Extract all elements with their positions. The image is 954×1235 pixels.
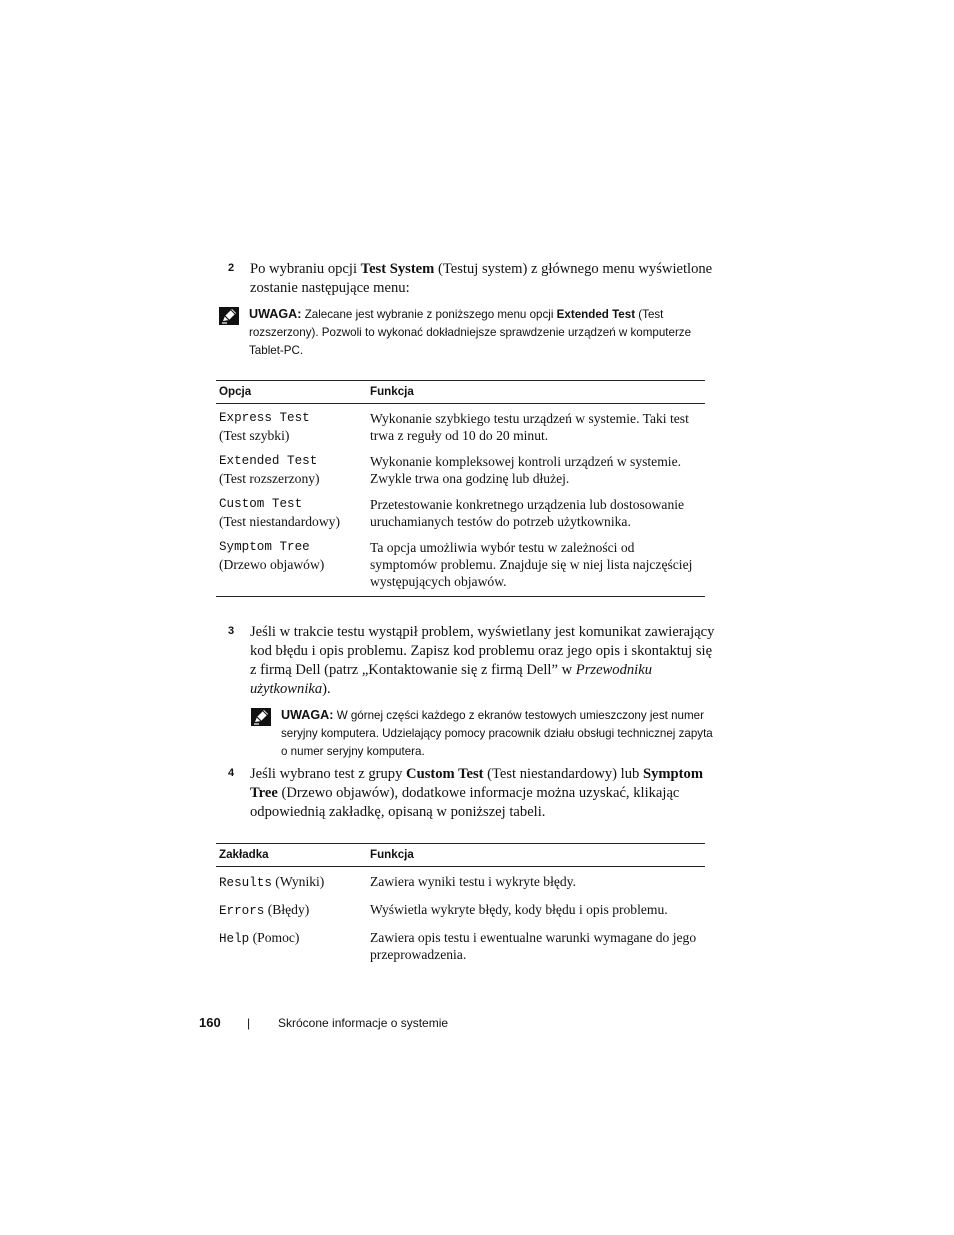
step-text: Jeśli wybrano test z grupy Custom Test (Test niestandardowy) lub Symptom Tree (Drzewo objawów), dodatkowe informacje można uzyskać, klikając odpowiednią zakładkę, opisaną w poniższej tabeli. xyxy=(250,766,703,820)
footer-separator: | xyxy=(247,1016,251,1030)
table-row xyxy=(216,404,705,451)
column-header-function: Funkcja xyxy=(367,381,705,404)
option-cell: Express Test (Test szybki) xyxy=(219,411,310,443)
function-cell: Wykonanie kompleksowej kontroli urządzeń w systemie. Zwykle trwa ona godzinę lub dłużej. xyxy=(370,454,682,486)
step-number: 3 xyxy=(228,625,235,637)
footer-section-title: Skrócone informacje o systemie xyxy=(278,1016,449,1030)
column-header-option: Opcja xyxy=(216,381,367,404)
step-text: Po wybraniu opcji Test System (Testuj system) z głównego menu wyświetlone zostanie następujące menu: xyxy=(250,261,713,296)
step-4 xyxy=(228,765,718,822)
tab-cell: Errors (Błędy) xyxy=(219,902,310,918)
tab-cell: Results (Wyniki) xyxy=(219,874,325,890)
option-cell: Extended Test (Test rozszerzony) xyxy=(219,454,320,486)
options-table xyxy=(216,380,705,597)
note-1 xyxy=(219,305,709,360)
table-row xyxy=(216,493,705,536)
note-2 xyxy=(251,706,716,761)
table-row xyxy=(216,867,705,899)
note-text: UWAGA: W górnej części każdego z ekranów testowych umieszczony jest numer seryjny komputera. Udzielający pomocy pracownik działu obsługi technicznej zapyta o numer seryjny komputera. xyxy=(281,708,713,758)
step-3 xyxy=(228,623,718,699)
table-row xyxy=(216,536,705,597)
step-number: 2 xyxy=(228,262,235,274)
column-header-function: Funkcja xyxy=(367,844,705,867)
function-cell: Wykonanie szybkiego testu urządzeń w systemie. Taki test trwa z reguły od 10 do 20 minut. xyxy=(370,411,689,443)
step-number: 4 xyxy=(228,767,235,779)
table-header-row xyxy=(216,844,705,867)
step-text: Jeśli w trakcie testu wystąpił problem, wyświetlany jest komunikat zawierający kod błędu i opis problemu. Zapisz kod problemu oraz jego opis i skontaktuj się z firmą Dell (patrz „Kontaktowanie się z firmą Dell” w Przewodniku użytkownika). xyxy=(250,624,715,697)
note-text: UWAGA: Zalecane jest wybranie z poniższego menu opcji Extended Test (Test rozszerzony). Pozwoli to wykonać dokładniejsze sprawdzenie urządzeń w komputerze Tablet-PC. xyxy=(249,307,692,357)
table-row xyxy=(216,898,705,926)
function-cell: Zawiera wyniki testu i wykryte błędy. xyxy=(370,874,576,889)
page-number: 160 xyxy=(199,1015,221,1030)
table-row xyxy=(216,926,705,969)
note-pencil-icon xyxy=(219,307,239,325)
function-cell: Ta opcja umożliwia wybór testu w zależności od symptomów problemu. Znajduje się w niej lista najczęściej występujących objawów. xyxy=(367,536,705,597)
tab-cell: Help (Pomoc) xyxy=(219,930,300,946)
tabs-table xyxy=(216,843,705,969)
table-row xyxy=(216,450,705,493)
option-cell: Symptom Tree (Drzewo objawów) xyxy=(216,536,367,597)
table-header-row xyxy=(216,381,705,404)
column-header-tab: Zakładka xyxy=(216,844,367,867)
option-cell: Custom Test (Test niestandardowy) xyxy=(219,497,340,529)
function-cell: Wyświetla wykryte błędy, kody błędu i opis problemu. xyxy=(370,902,668,917)
step-2 xyxy=(228,260,718,298)
function-cell: Przetestowanie konkretnego urządzenia lub dostosowanie uruchamianych testów do potrzeb użytkownika. xyxy=(370,497,685,529)
note-pencil-icon xyxy=(251,708,271,726)
function-cell: Zawiera opis testu i ewentualne warunki wymagane do jego przeprowadzenia. xyxy=(370,930,697,962)
